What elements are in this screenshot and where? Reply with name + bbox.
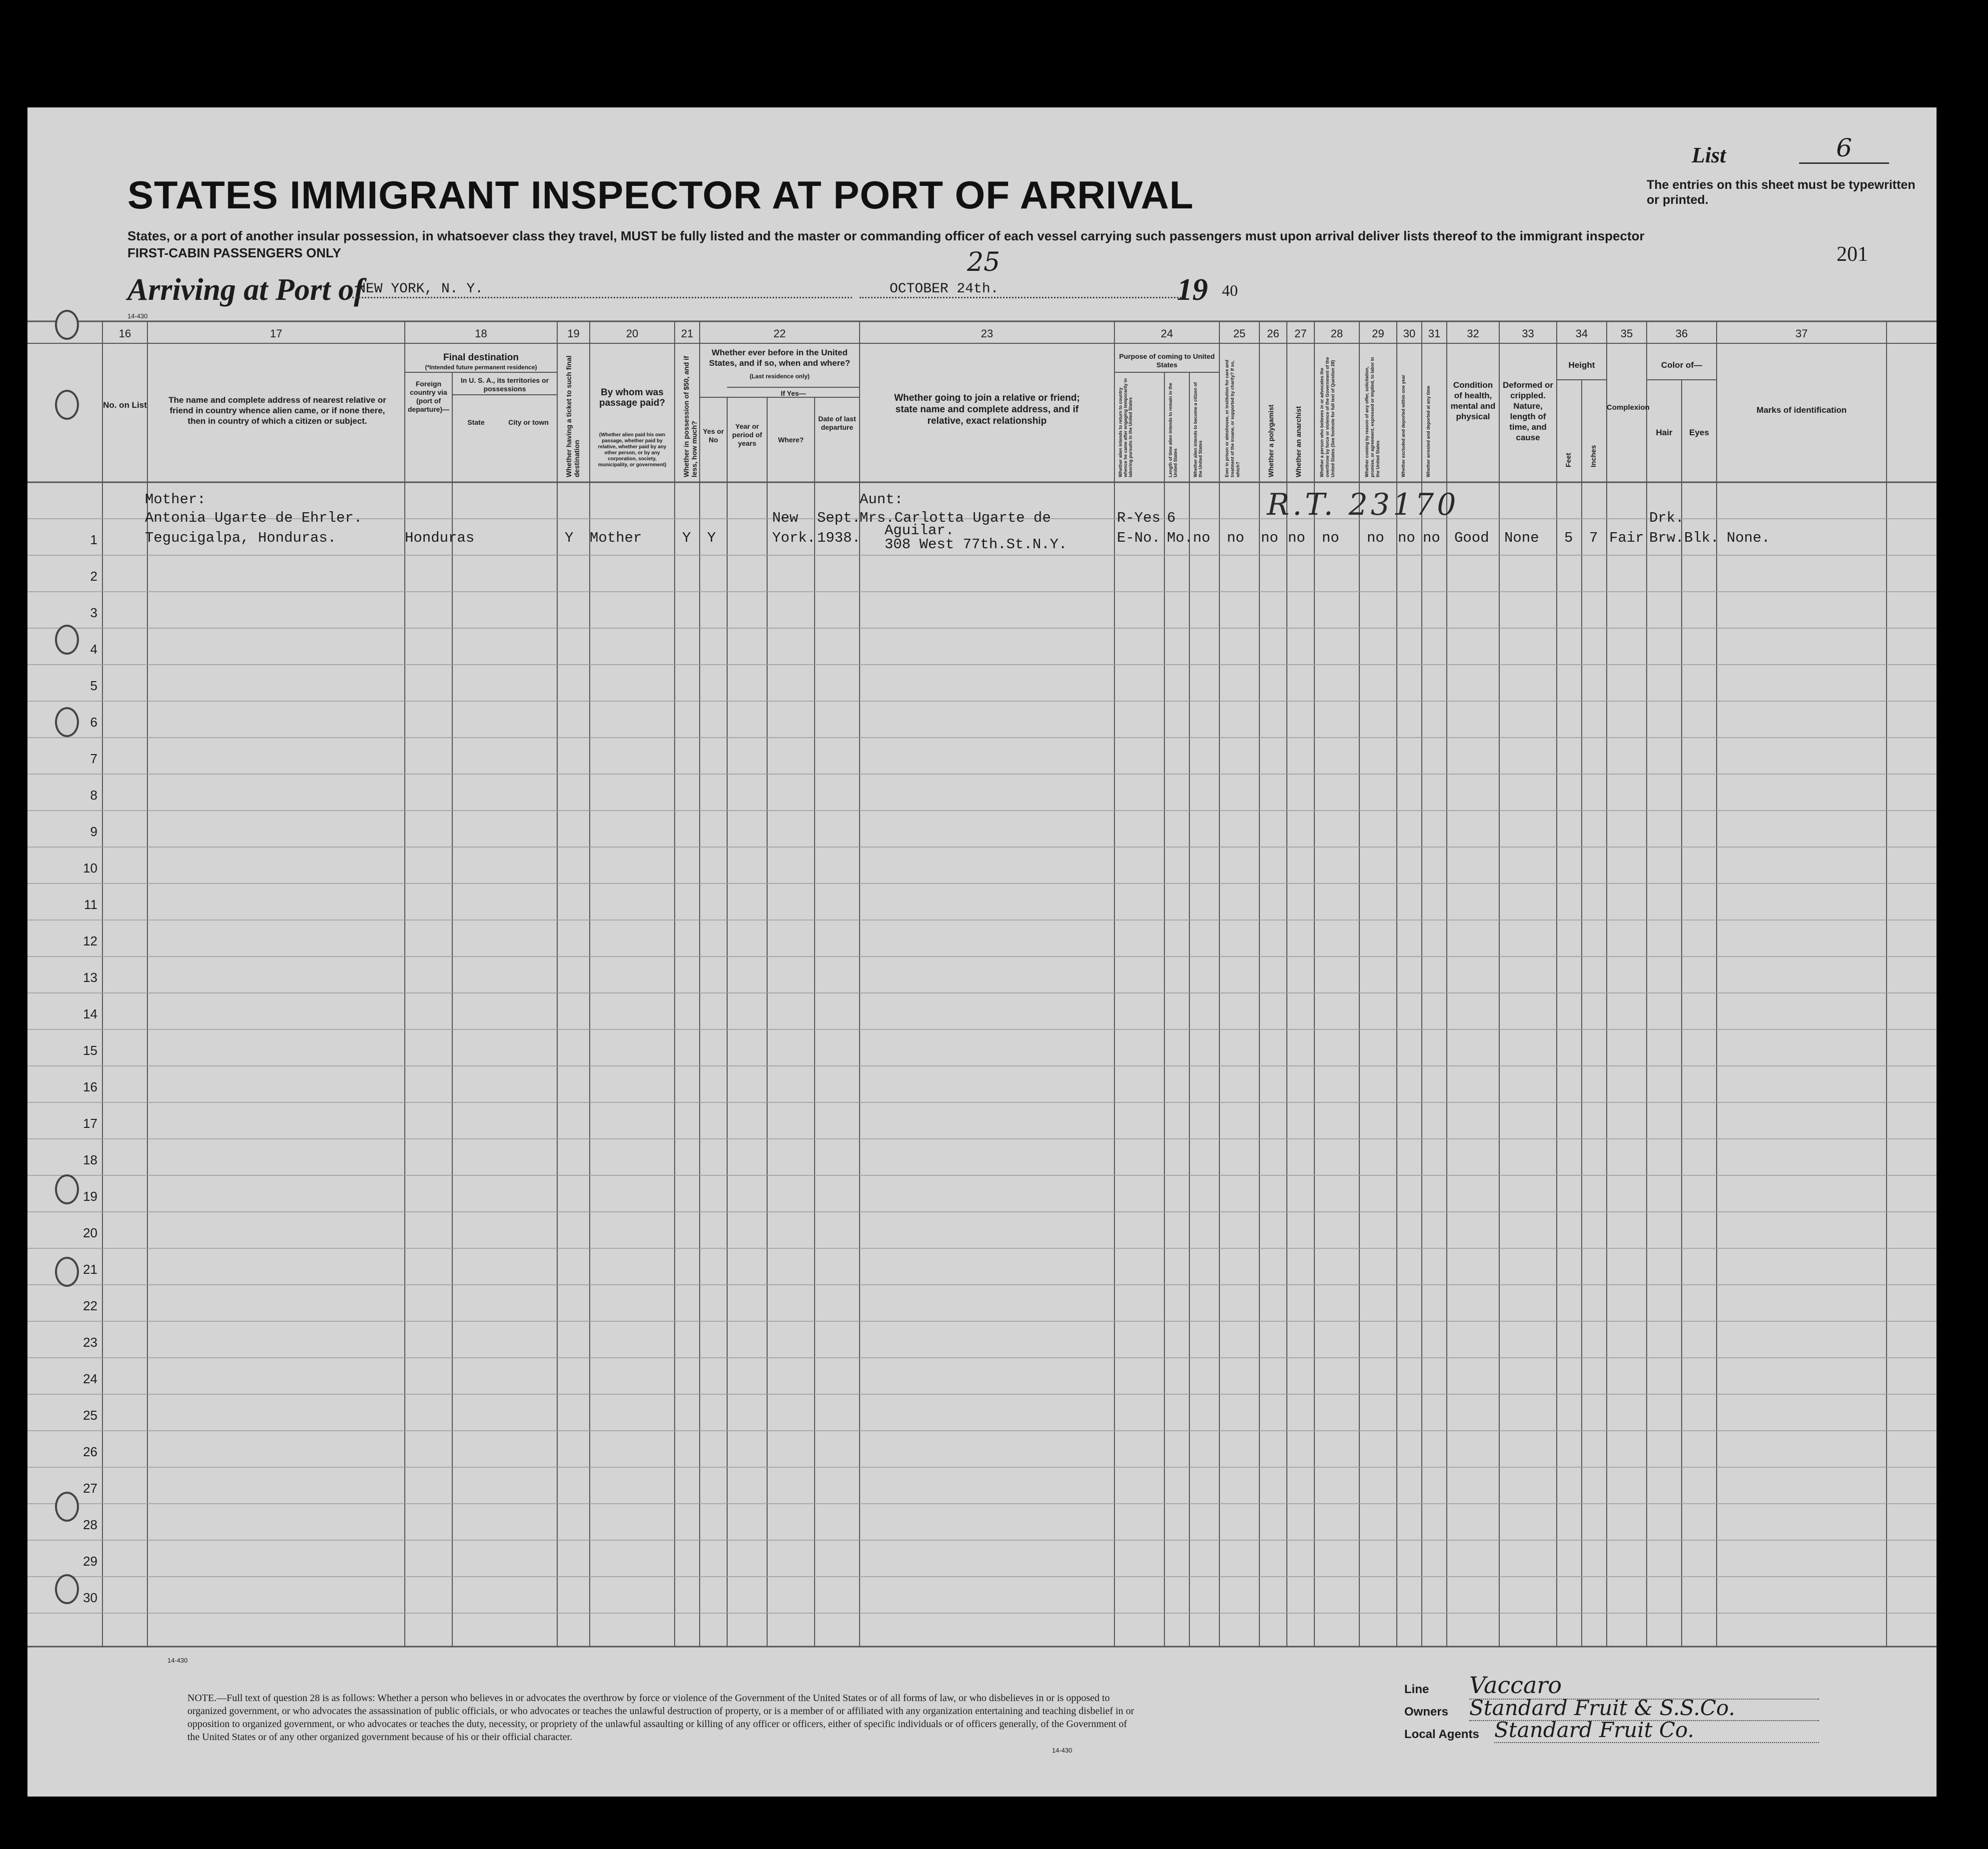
header-foreign-country: Foreign country via (port of departure)—	[407, 380, 450, 413]
list-label: List	[1692, 143, 1726, 167]
punch-hole	[55, 1257, 79, 1287]
punch-hole	[55, 625, 79, 655]
colnum-23: 23	[981, 327, 994, 340]
footer-code: 14-430	[1052, 1747, 1072, 1754]
line-label: Line	[1404, 1683, 1429, 1696]
header-height: Height	[1568, 360, 1595, 370]
header-q29: Whether coming by reason of any offer, solicitation, promise, or agreement, expressed or implied, to labor in the United States	[1364, 357, 1380, 477]
header-date-departure: Date of last departure	[818, 415, 856, 431]
row-number: 22	[83, 1298, 97, 1313]
punch-hole	[55, 707, 79, 737]
question-28-note: NOTE.—Full text of question 28 is as follows: Whether a person who believes in or advocates the overthrow by force or violence of the Government of the United States or of all forms of law, or who disbelieves in or is opposed to organized government, or who advocates the assassination of public officials, or who advocates or teaches the unlawful destruction of property, or is a member of or affiliated with any organization entertaining and teaching disbelief in or opposition to organized government, or who advocates or teaches the duty, necessity, or propriety of the unlawful assaulting or killing of any officer or officers, either of specific individuals or of officers generally, of the Government of the United States or of any other organized government because of his or their official character.	[187, 1693, 1134, 1743]
header-purpose-citizen: Whether alien intends to become a citizen of the United States	[1193, 382, 1203, 477]
header-purpose-return: Whether alien intends to return to country whence he came after engaging temporarily in laboring pursuits in the United States	[1118, 378, 1133, 477]
row-number: 1	[90, 532, 97, 547]
year-prefix: 19	[1177, 273, 1208, 307]
header-yes-no: Yes or No	[703, 427, 724, 444]
row-number: 23	[83, 1335, 97, 1350]
row-number: 27	[83, 1481, 97, 1496]
header-hair: Hair	[1656, 428, 1673, 437]
page-number: 201	[1837, 243, 1868, 266]
colnum-21: 21	[681, 327, 694, 340]
colnum-36: 36	[1675, 327, 1688, 340]
header-purpose: Purpose of coming to United States	[1119, 352, 1215, 369]
colnum-27: 27	[1294, 327, 1307, 340]
arriving-label: Arriving at Port of	[127, 273, 364, 307]
colnum-34: 34	[1575, 327, 1588, 340]
header-prison: Ever in prison or almshouse, or institution for care and treatment of the insane, or supported by charity? If so, which?	[1224, 359, 1240, 477]
purpose-line1: R-Yes	[1117, 510, 1161, 526]
header-before-in-us: Whether ever before in the United States, and if so, when and where?	[709, 348, 851, 368]
row-number: 20	[83, 1225, 97, 1240]
port-value: NEW YORK, N. Y.	[352, 281, 852, 298]
inches-value: 7	[1589, 530, 1598, 546]
header-final-destination-note: (*Intended future permanent residence)	[425, 364, 537, 371]
where-line1: New	[772, 510, 799, 526]
row-number: 12	[83, 933, 97, 948]
header-state: State	[467, 418, 485, 426]
header-year: Year or period of years	[732, 422, 762, 447]
header-ticket: Whether having a ticket to such final destination	[565, 355, 581, 477]
row-number: 24	[83, 1371, 97, 1386]
row-number: 16	[83, 1079, 97, 1094]
colnum-25: 25	[1233, 327, 1246, 340]
page-title: STATES IMMIGRANT INSPECTOR AT PORT OF ARRIVAL	[127, 173, 1194, 217]
colnum-35: 35	[1620, 327, 1633, 340]
colnum-17: 17	[270, 327, 282, 340]
row-number: 14	[83, 1006, 97, 1021]
colnum-20: 20	[626, 327, 639, 340]
joining-line1: Aunt:	[860, 491, 904, 508]
header-no-on-list: No. on List	[103, 400, 147, 410]
entries-note: The entries on this sheet must be typewritten or printed.	[1647, 178, 1916, 207]
header-polygamist: Whether a polygamist	[1267, 404, 1275, 477]
row-number: 21	[83, 1262, 97, 1277]
health-value: Good	[1454, 530, 1489, 546]
q28-value: no	[1322, 530, 1339, 546]
owners-label: Owners	[1404, 1705, 1449, 1719]
row-number: 3	[90, 605, 97, 620]
colnum-22: 22	[773, 327, 786, 340]
header-if-yes: If Yes—	[781, 389, 806, 397]
header-eyes: Eyes	[1689, 428, 1709, 437]
subtitle-line2: FIRST-CABIN PASSENGERS ONLY	[127, 245, 341, 260]
fifty-dollars-value: Y	[682, 530, 691, 546]
colnum-24: 24	[1160, 327, 1173, 340]
colnum-37: 37	[1795, 327, 1808, 340]
hair-line1: Drk.	[1649, 510, 1684, 526]
q31-value: no	[1423, 530, 1440, 546]
colnum-18: 18	[475, 327, 487, 340]
header-purpose-length: Length of time alien intends to remain in the United States	[1168, 382, 1178, 477]
row-number: 6	[90, 715, 97, 730]
row-number: 28	[83, 1517, 97, 1532]
row-number: 19	[83, 1189, 97, 1204]
row-number: 30	[83, 1590, 97, 1605]
header-anarchist: Whether an anarchist	[1294, 406, 1302, 477]
row-number: 17	[83, 1116, 97, 1131]
punch-hole	[55, 1574, 79, 1604]
colnum-29: 29	[1372, 327, 1384, 340]
date-correction: 25	[967, 247, 1000, 277]
header-inches: Inches	[1589, 445, 1597, 467]
joining-line4: 308 West 77th.St.N.Y.	[885, 536, 1067, 553]
prison-value: no	[1227, 530, 1244, 546]
header-color-of: Color of—	[1661, 360, 1703, 370]
form-code-top: 14-430	[127, 312, 148, 320]
polygamist-value: no	[1261, 530, 1278, 546]
foreign-country-value: Honduras	[405, 530, 475, 546]
row-number: 25	[83, 1408, 97, 1423]
date-value: OCTOBER 24th.	[860, 281, 1184, 298]
header-q30: Whether excluded and deported within one year	[1401, 374, 1406, 477]
header-feet: Feet	[1564, 453, 1572, 467]
row-number: 4	[90, 642, 97, 657]
owners-value: Standard Fruit & S.S.Co.	[1469, 1696, 1819, 1721]
row-number: 29	[83, 1554, 97, 1569]
row-number: 11	[84, 897, 97, 912]
line-value: Vaccaro	[1469, 1672, 1819, 1700]
row-number: 10	[83, 861, 97, 876]
row-number: 15	[83, 1043, 97, 1058]
year-suffix: 40	[1222, 281, 1238, 299]
marks-value: None.	[1727, 530, 1771, 546]
joining-line3: Aguilar.	[885, 522, 955, 539]
row-number: 26	[83, 1444, 97, 1459]
punch-hole	[55, 1174, 79, 1204]
q30-value: no	[1398, 530, 1415, 546]
eyes-value: Blk.	[1684, 530, 1719, 546]
colnum-26: 26	[1267, 327, 1279, 340]
feet-value: 5	[1564, 530, 1573, 546]
deformed-value: None	[1504, 530, 1539, 546]
colnum-19: 19	[567, 327, 580, 340]
header-nearest-relative: The name and complete address of nearest relative or friend in country whence alien came, or if none there, then in country of which a citizen or subject.	[168, 395, 386, 426]
header-fifty-dollars: Whether in possession of $50, and if less, how much?	[682, 356, 698, 477]
relative-line2: Antonia Ugarte de Ehrler.	[145, 510, 363, 526]
header-q31: Whether arrested and deported at any time	[1426, 385, 1431, 477]
header-q28: Whether a person who believes in or advocates the overthrow by force or violence of the Government of the United States (See footnote for full text of Question 28)	[1319, 357, 1335, 477]
complexion-value: Fair	[1609, 530, 1644, 546]
list-number: 6	[1799, 133, 1889, 164]
row-number: 9	[90, 824, 97, 839]
row-number: 8	[90, 788, 97, 803]
header-deformed: Deformed or crippled. Nature, length of time, and cause	[1502, 380, 1554, 442]
header-health: Condition of health, mental and physical	[1450, 380, 1496, 421]
row-number: 2	[90, 569, 97, 584]
length-line1: 6	[1167, 510, 1176, 526]
where-line2: York.	[772, 530, 816, 546]
q29-value: no	[1367, 530, 1384, 546]
punch-hole	[55, 310, 79, 340]
header-passage-paid: By whom was passage paid?	[599, 387, 665, 408]
colnum-30: 30	[1403, 327, 1416, 340]
row-number: 13	[83, 970, 97, 985]
purpose-line2: E-No.	[1117, 530, 1161, 546]
colnum-32: 32	[1467, 327, 1479, 340]
row-number: 7	[90, 751, 97, 766]
row-number: 5	[90, 678, 97, 693]
colnum-16: 16	[118, 327, 131, 340]
header-in-usa: In U. S. A., its territories or possessions	[460, 376, 549, 393]
departure-line2: 1938.	[817, 530, 861, 546]
header-joining: Whether going to join a relative or friend; state name and complete address, and if relative, exact relationship	[894, 393, 1080, 426]
relative-line3: Tegucigalpa, Honduras.	[145, 530, 336, 546]
form-code-bottom: 14-430	[167, 1657, 188, 1664]
agents-value: Standard Fruit Co.	[1494, 1718, 1819, 1743]
ticket-value: Y	[565, 530, 574, 546]
header-where: Where?	[778, 436, 804, 444]
colnum-28: 28	[1330, 327, 1343, 340]
passage-paid-value: Mother	[590, 530, 642, 546]
length-line2: Mo.	[1167, 530, 1193, 546]
manifest-sheet	[27, 107, 1937, 1797]
header-marks: Marks of identification	[1756, 405, 1847, 415]
handwritten-annotation: R.T. 23170	[1267, 487, 1459, 522]
header-complexion: Complexion	[1607, 403, 1650, 412]
joining-line2: Mrs.Carlotta Ugarte de	[860, 510, 1051, 526]
hair-line2: Brw.	[1649, 530, 1684, 546]
header-final-destination: Final destination	[443, 352, 519, 363]
colnum-31: 31	[1428, 327, 1441, 340]
row-number: 18	[83, 1152, 97, 1167]
agents-label: Local Agents	[1404, 1728, 1479, 1741]
header-city: City or town	[508, 418, 549, 426]
departure-line1: Sept.	[817, 510, 861, 526]
before-in-us-value: Y	[707, 530, 716, 546]
relative-line1: Mother:	[145, 491, 206, 508]
subtitle-line1: States, or a port of another insular possession, in whatsoever class they travel, MUST be fully listed and the master or commanding officer of each vessel carrying such passengers must upon arrival deliver lists thereof to the immigrant inspector	[127, 228, 1645, 243]
citizen-value: no	[1193, 530, 1210, 546]
colnum-33: 33	[1522, 327, 1534, 340]
header-passage-paid-note: (Whether alien paid his own passage, whether paid by relative, whether paid by any other person, or by any corporation, society, municipality, or government)	[598, 432, 667, 468]
punch-hole	[55, 390, 79, 420]
header-before-note: (Last residence only)	[749, 373, 810, 380]
punch-hole	[55, 1492, 79, 1522]
anarchist-value: no	[1288, 530, 1305, 546]
